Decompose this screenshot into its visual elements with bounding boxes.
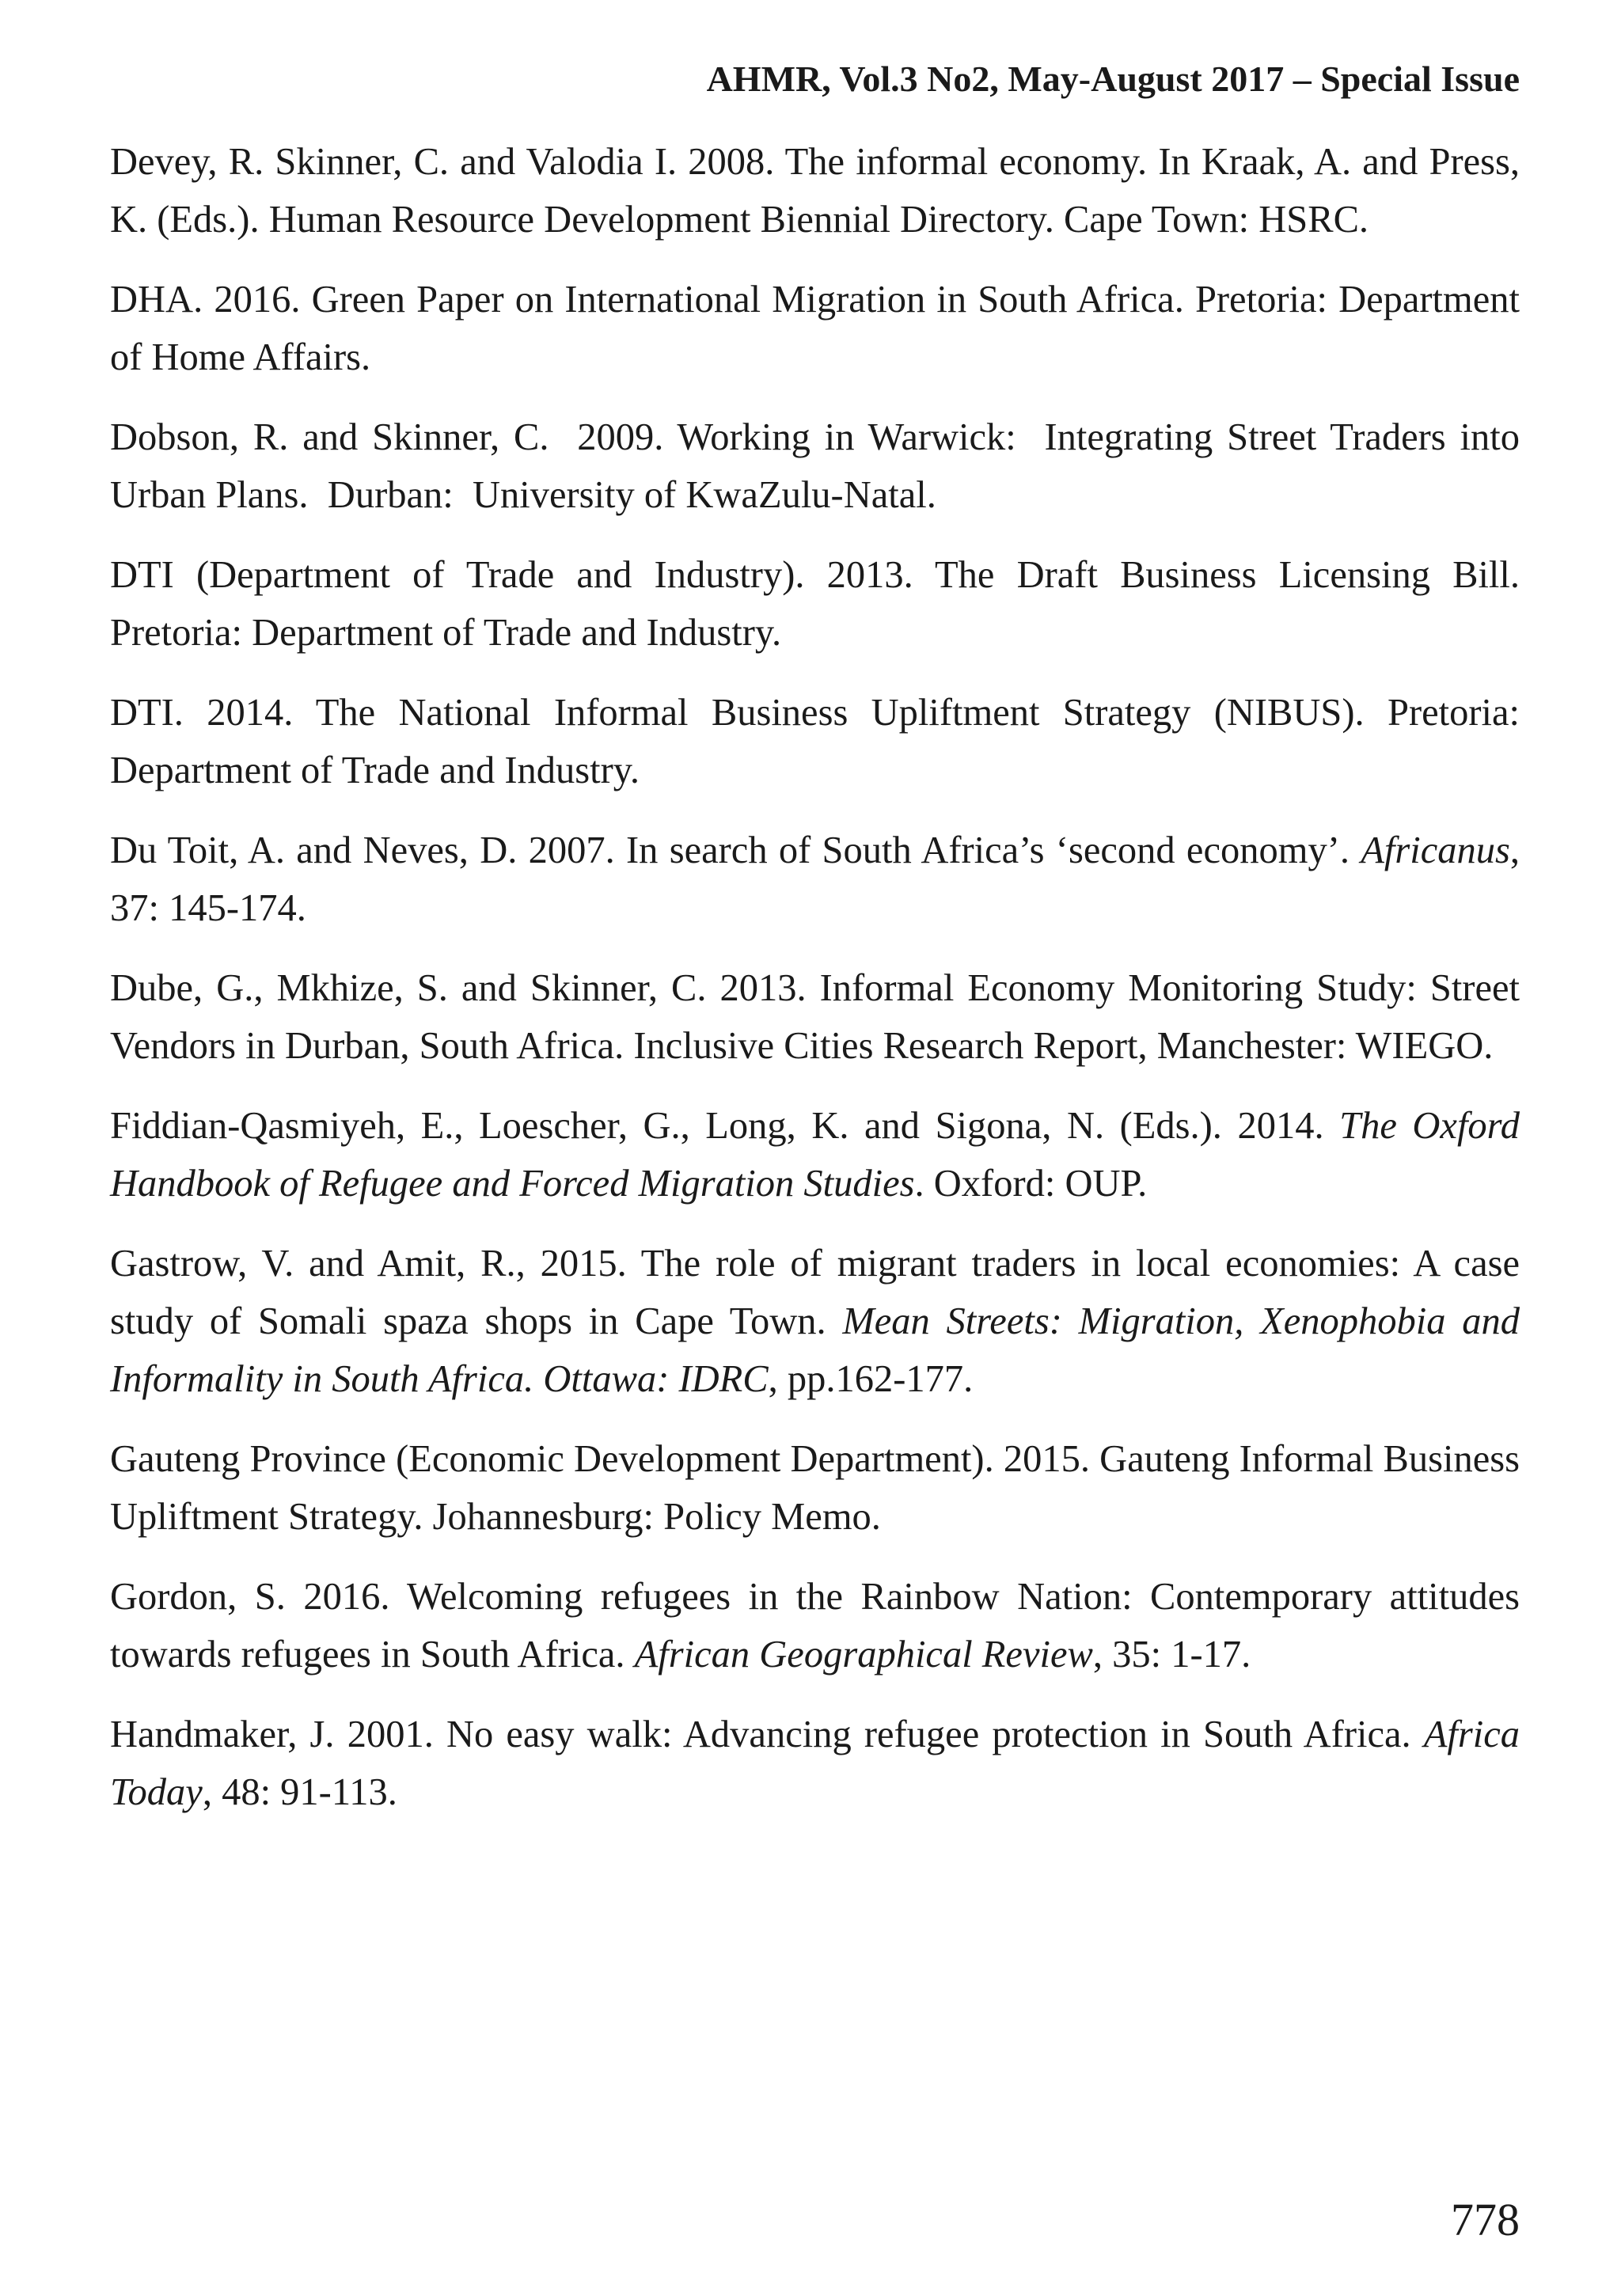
reference-entry — [110, 684, 1530, 799]
page-number: 778 — [1451, 2194, 1520, 2245]
reference-text: Du Toit, A. and Neves, D. 2007. In search of South Africa’s ‘second economy’. — [110, 829, 1361, 871]
reference-text: Dube, G., Mkhize, S. and Skinner, C. 2013. Informal Economy Monitoring Study: Street Vendors in Durban, South Africa. Inclusive Cities Research Report, Manchester: WIEGO. — [110, 967, 1529, 1067]
reference-entry — [110, 271, 1530, 386]
reference-text: . Oxford: OUP. — [914, 1163, 1148, 1205]
reference-text: Gauteng Province (Economic Development Department). 2015. Gauteng Informal Business Upliftment Strategy. Johannesburg: Policy Memo. — [110, 1438, 1530, 1538]
reference-entry — [110, 1235, 1530, 1408]
reference-text: DHA. 2016. Green Paper on International Migration in South Africa. Pretoria: Department of Home Affairs. — [110, 279, 1530, 378]
reference-text: Gordon, S. 2016. Welcoming refugees in the Rainbow Nation: Contemporary attitudes towards refugees in South Africa. — [110, 1576, 1530, 1676]
reference-entry — [110, 1568, 1530, 1683]
reference-text: Gastrow, V. and Amit, R., 2015. The role of migrant traders in local economies: A case study of Somali spaza shops in Cape Town. — [110, 1243, 1530, 1342]
reference-entry — [110, 822, 1530, 937]
reference-italic-title: African Geographical Review — [634, 1634, 1093, 1676]
reference-text: , 35: 1-17. — [1092, 1634, 1251, 1676]
reference-entry — [110, 1097, 1530, 1213]
reference-text: Fiddian-Qasmiyeh, E., Loescher, G., Long, K. and Sigona, N. (Eds.). 2014. — [110, 1105, 1340, 1147]
reference-entry — [110, 959, 1529, 1075]
reference-entry — [110, 546, 1530, 662]
running-header: AHMR, Vol.3 No2, May-August 2017 – Special Issue — [706, 59, 1520, 99]
reference-text: DTI. 2014. The National Informal Business Upliftment Strategy (NIBUS). Pretoria: Department of Trade and Industry. — [110, 692, 1530, 791]
reference-italic-title: Africa Today — [110, 1713, 1530, 1813]
reference-entry — [110, 1706, 1530, 1821]
reference-list — [110, 133, 1530, 1843]
reference-text: Handmaker, J. 2001. No easy walk: Advancing refugee protection in South Africa. — [110, 1713, 1424, 1755]
reference-text: , pp.162-177. — [768, 1358, 974, 1400]
reference-text: Devey, R. Skinner, C. and Valodia I. 2008. The informal economy. In Kraak, A. and Press, K. (Eds.). Human Resource Development Biennial Directory. Cape Town: HSRC. — [110, 141, 1530, 241]
reference-text: , 48: 91-113. — [202, 1771, 397, 1813]
reference-text: Dobson, R. and Skinner, C. 2009. Working in Warwick: Integrating Street Traders into Urban Plans. Durban: University of KwaZulu-Natal. — [110, 416, 1530, 516]
reference-entry — [110, 133, 1530, 249]
reference-italic-title: Mean Streets: Migration, Xenophobia and Informality in South Africa. Ottawa: IDRC — [110, 1300, 1530, 1400]
reference-entry — [110, 1430, 1530, 1546]
reference-text: , 37: 145-174. — [110, 829, 1530, 929]
reference-italic-title: The Oxford Handbook of Refugee and Forced Migration Studies — [110, 1105, 1530, 1205]
reference-text: DTI (Department of Trade and Industry). 2013. The Draft Business Licensing Bill. Pretoria: Department of Trade and Industry. — [110, 554, 1530, 654]
reference-entry — [110, 408, 1530, 524]
reference-italic-title: Africanus — [1361, 829, 1510, 871]
